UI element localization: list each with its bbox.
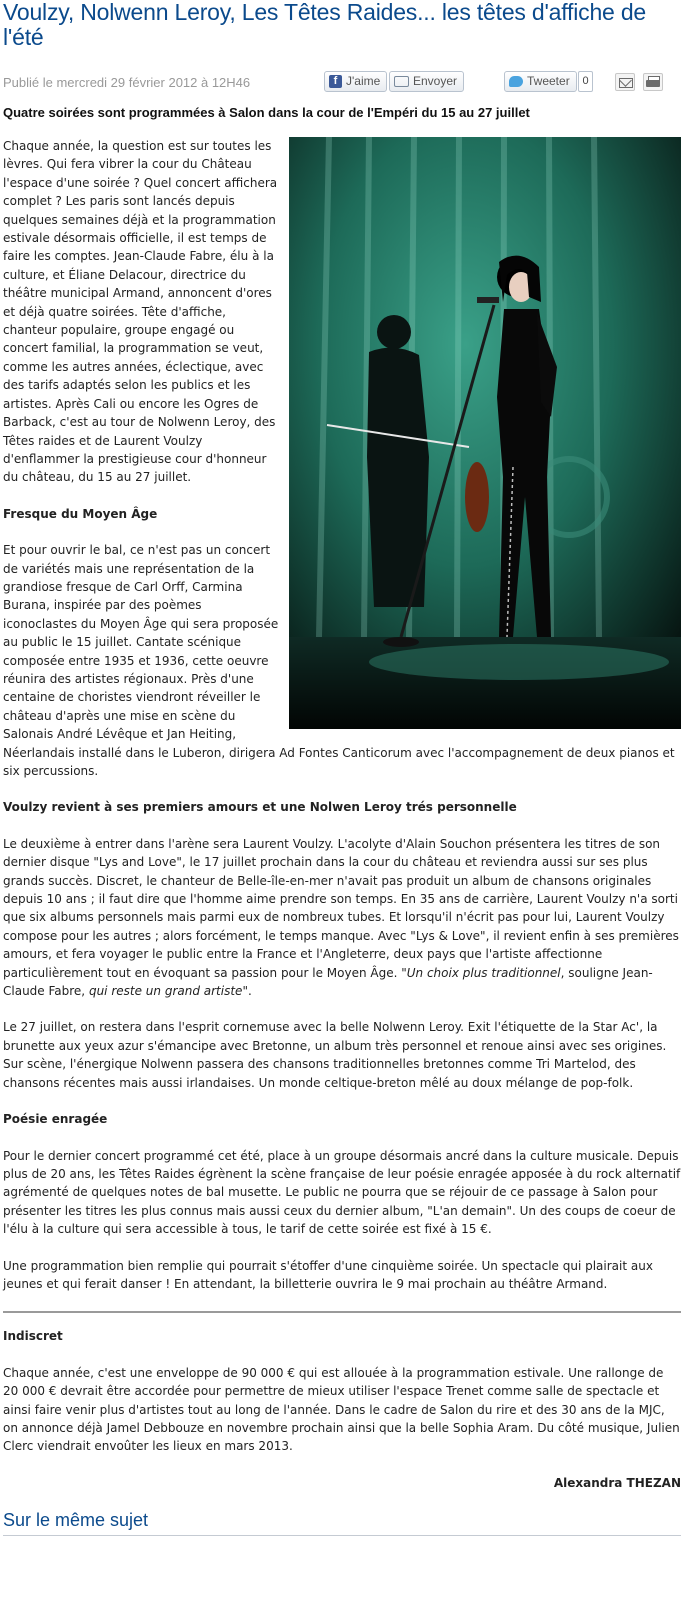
- send-label: Envoyer: [413, 74, 458, 88]
- article-body: [3, 137, 681, 1492]
- voulzy-quote-1: Un choix plus traditionnel: [406, 965, 561, 980]
- meta-bar: [3, 70, 681, 98]
- fresque-paragraph: Et pour ouvrir le bal, ce n'est pas un concert de variétés mais une représentation de la grandiose fresque de Carl Orff, Carmina Burana, inspirée par des poèmes iconoclastes du Moyen Âge qui sera proposée au public le 15 juillet. Cantate scénique composée entre 1935 et 1936, cette oeuvre réunira des artistes régionaux. Près d'une centaine de choristes viendront réveiller le château d'après une mise en scène du Salonais André Lévêque et Jan Heiting, Néerlandais installé dans le Luberon, dirigera Ad Fontes Canticorum avec l'accompagnement de deux pianos et six percussions.: [3, 543, 675, 778]
- tetes-raides-paragraph: Pour le dernier concert programmé cet été, place à un groupe désormais ancré dans la culture musicale. Depuis plus de 20 ans, les Têtes Raides égrènent la scène française de leur poésie enragée apposée à du rock alternatif agrémenté de quelques notes de bal musette. Le public ne pourra que se réjouir de ce passage à Salon pour présenter les titres les plus connus mais aussi ceux du dernier album, "L'an demain". Un des coups de coeur de l'élu à la culture qui sera accessible à tous, le tarif de cette soirée est fixé à 15 €.: [3, 1148, 681, 1237]
- section-heading-fresque: Fresque du Moyen Âge: [3, 506, 158, 521]
- nolwenn-paragraph: Le 27 juillet, on restera dans l'esprit cornemuse avec la belle Nolwenn Leroy. Exit l'étiquette de la Star Ac', la brunette aux yeux azur s'émancipe avec Bretonne, un album très personnel et renoue ainsi avec ses origines. Sur scène, l'énergique Nolwenn passera des chansons traditionnelles bretonnes comme Tri Martelod, des chansons récentes mais aussi irlandaises. Un monde celtique-breton mêlé au doux mélange de pop-folk.: [3, 1020, 667, 1090]
- facebook-icon: f: [329, 75, 342, 88]
- tweet-count: 0: [578, 71, 593, 92]
- publish-date: Publié le mercredi 29 février 2012 à 12H46: [3, 75, 251, 90]
- voulzy-text-c: ".: [242, 984, 252, 999]
- intro-paragraph: Chaque année, la question est sur toutes les lèvres. Qui fera vibrer la cour du Château l'espace d'une soirée ? Quel concert affichera complet ? Les paris sont lancés depuis quelques semaines déjà et la programmation estivale désormais officielle, il est temps de faire les comptes. Jean-Claude Fabre, élu à la culture, et Éliane Delacour, directrice du théâtre municipal Armand, annoncent d'ores et déjà quatre soirées. Tête d'affiche, chanteur populaire, groupe engagé ou concert familial, la programmation se veut, comme les autres années, éclectique, avec des tarifs adaptés selon les publics et les artistes. Après Cali ou encore les Ogres de Barback, c'est au tour de Nolwenn Leroy, des Têtes raides et de Laurent Voulzy d'enflammer la prestigieuse cour d'honneur du château, du 15 au 27 juillet.: [3, 139, 278, 485]
- section-heading-indiscret: Indiscret: [3, 1329, 63, 1344]
- section-divider: [3, 1311, 681, 1313]
- tweet-button[interactable]: [504, 71, 577, 92]
- article-photo: [289, 137, 681, 729]
- facebook-send-button[interactable]: [389, 71, 464, 92]
- indiscret-paragraph: Chaque année, c'est une enveloppe de 90 000 € qui est allouée à la programmation estivale. Une rallonge de 20 000 € devrait être accordée pour permettre de mieux utiliser l'espace Trenet comme salle de spectacle et ainsi faire venir plus d'artistes tout au long de l'année. Dans le cadre de Salon du rire et des 30 ans de la MJC, on annonce déjà Jamel Debbouze en novembre prochain ainsi que la belle Sophia Aram. Du côté musique, Julien Clerc viendrait envoûter les lieux en mars 2013.: [3, 1365, 680, 1454]
- tweet-label: Tweeter: [527, 74, 570, 88]
- author-name: Alexandra THEZAN: [553, 1475, 681, 1490]
- article-lead: Quatre soirées sont programmées à Salon dans la cour de l'Empéri du 15 au 27 juillet: [3, 105, 530, 120]
- voulzy-paragraph: [3, 835, 681, 1001]
- envelope-icon: [394, 76, 409, 87]
- concert-illustration: [289, 137, 681, 729]
- mail-icon[interactable]: [615, 73, 635, 91]
- section-heading-poesie: Poésie enragée: [3, 1112, 108, 1127]
- section-heading-voulzy: Voulzy revient à ses premiers amours et une Nolwen Leroy trés personnelle: [3, 800, 517, 815]
- facebook-like-button[interactable]: [324, 71, 387, 92]
- related-heading: Sur le même sujet: [3, 1510, 681, 1536]
- print-icon[interactable]: [643, 73, 663, 91]
- conclusion-paragraph: Une programmation bien remplie qui pourrait s'étoffer d'une cinquième soirée. Un spectacle qui plairait aux jeunes et qui ferait danser ! En attendant, la billetterie ouvrira le 9 mai prochain au théâtre Armand.: [3, 1258, 653, 1291]
- twitter-icon: [509, 76, 523, 87]
- article-title: Voulzy, Nolwenn Leroy, Les Têtes Raides... les têtes d'affiche de l'été: [3, 0, 647, 50]
- like-label: J'aime: [346, 74, 381, 88]
- voulzy-quote-2: qui reste un grand artiste: [88, 984, 243, 999]
- voulzy-text-a: Le deuxième à entrer dans l'arène sera Laurent Voulzy. L'acolyte d'Alain Souchon présentera les titres de son dernier disque "Lys and Love", le 17 juillet prochain dans la cour du château et reviendra aussi sur ses plus grands succès. Discret, le chanteur de Belle-île-en-mer n'avait pas produit un album de chansons originales depuis 10 ans ; il faut dire que l'homme aime prendre son temps. En 35 ans de carrière, Laurent Voulzy n'a sorti que six albums personnels mais parmi eux de nombreux tubes. Et lorsqu'il n'écrit pas pour lui, Laurent Voulzy compose pour les autres ; alors forcément, le temps manque. Avec "Lys & Love", il revient enfin à ses premières amours, et fera voyager le public entre la France et l'Angleterre, deux pays que l'artiste affectionne particulièrement tout en évoquant sa passion pour le Moyen Âge. ": [3, 836, 679, 980]
- voulzy-text-b: , souligne Jean-Claude Fabre,: [3, 965, 653, 999]
